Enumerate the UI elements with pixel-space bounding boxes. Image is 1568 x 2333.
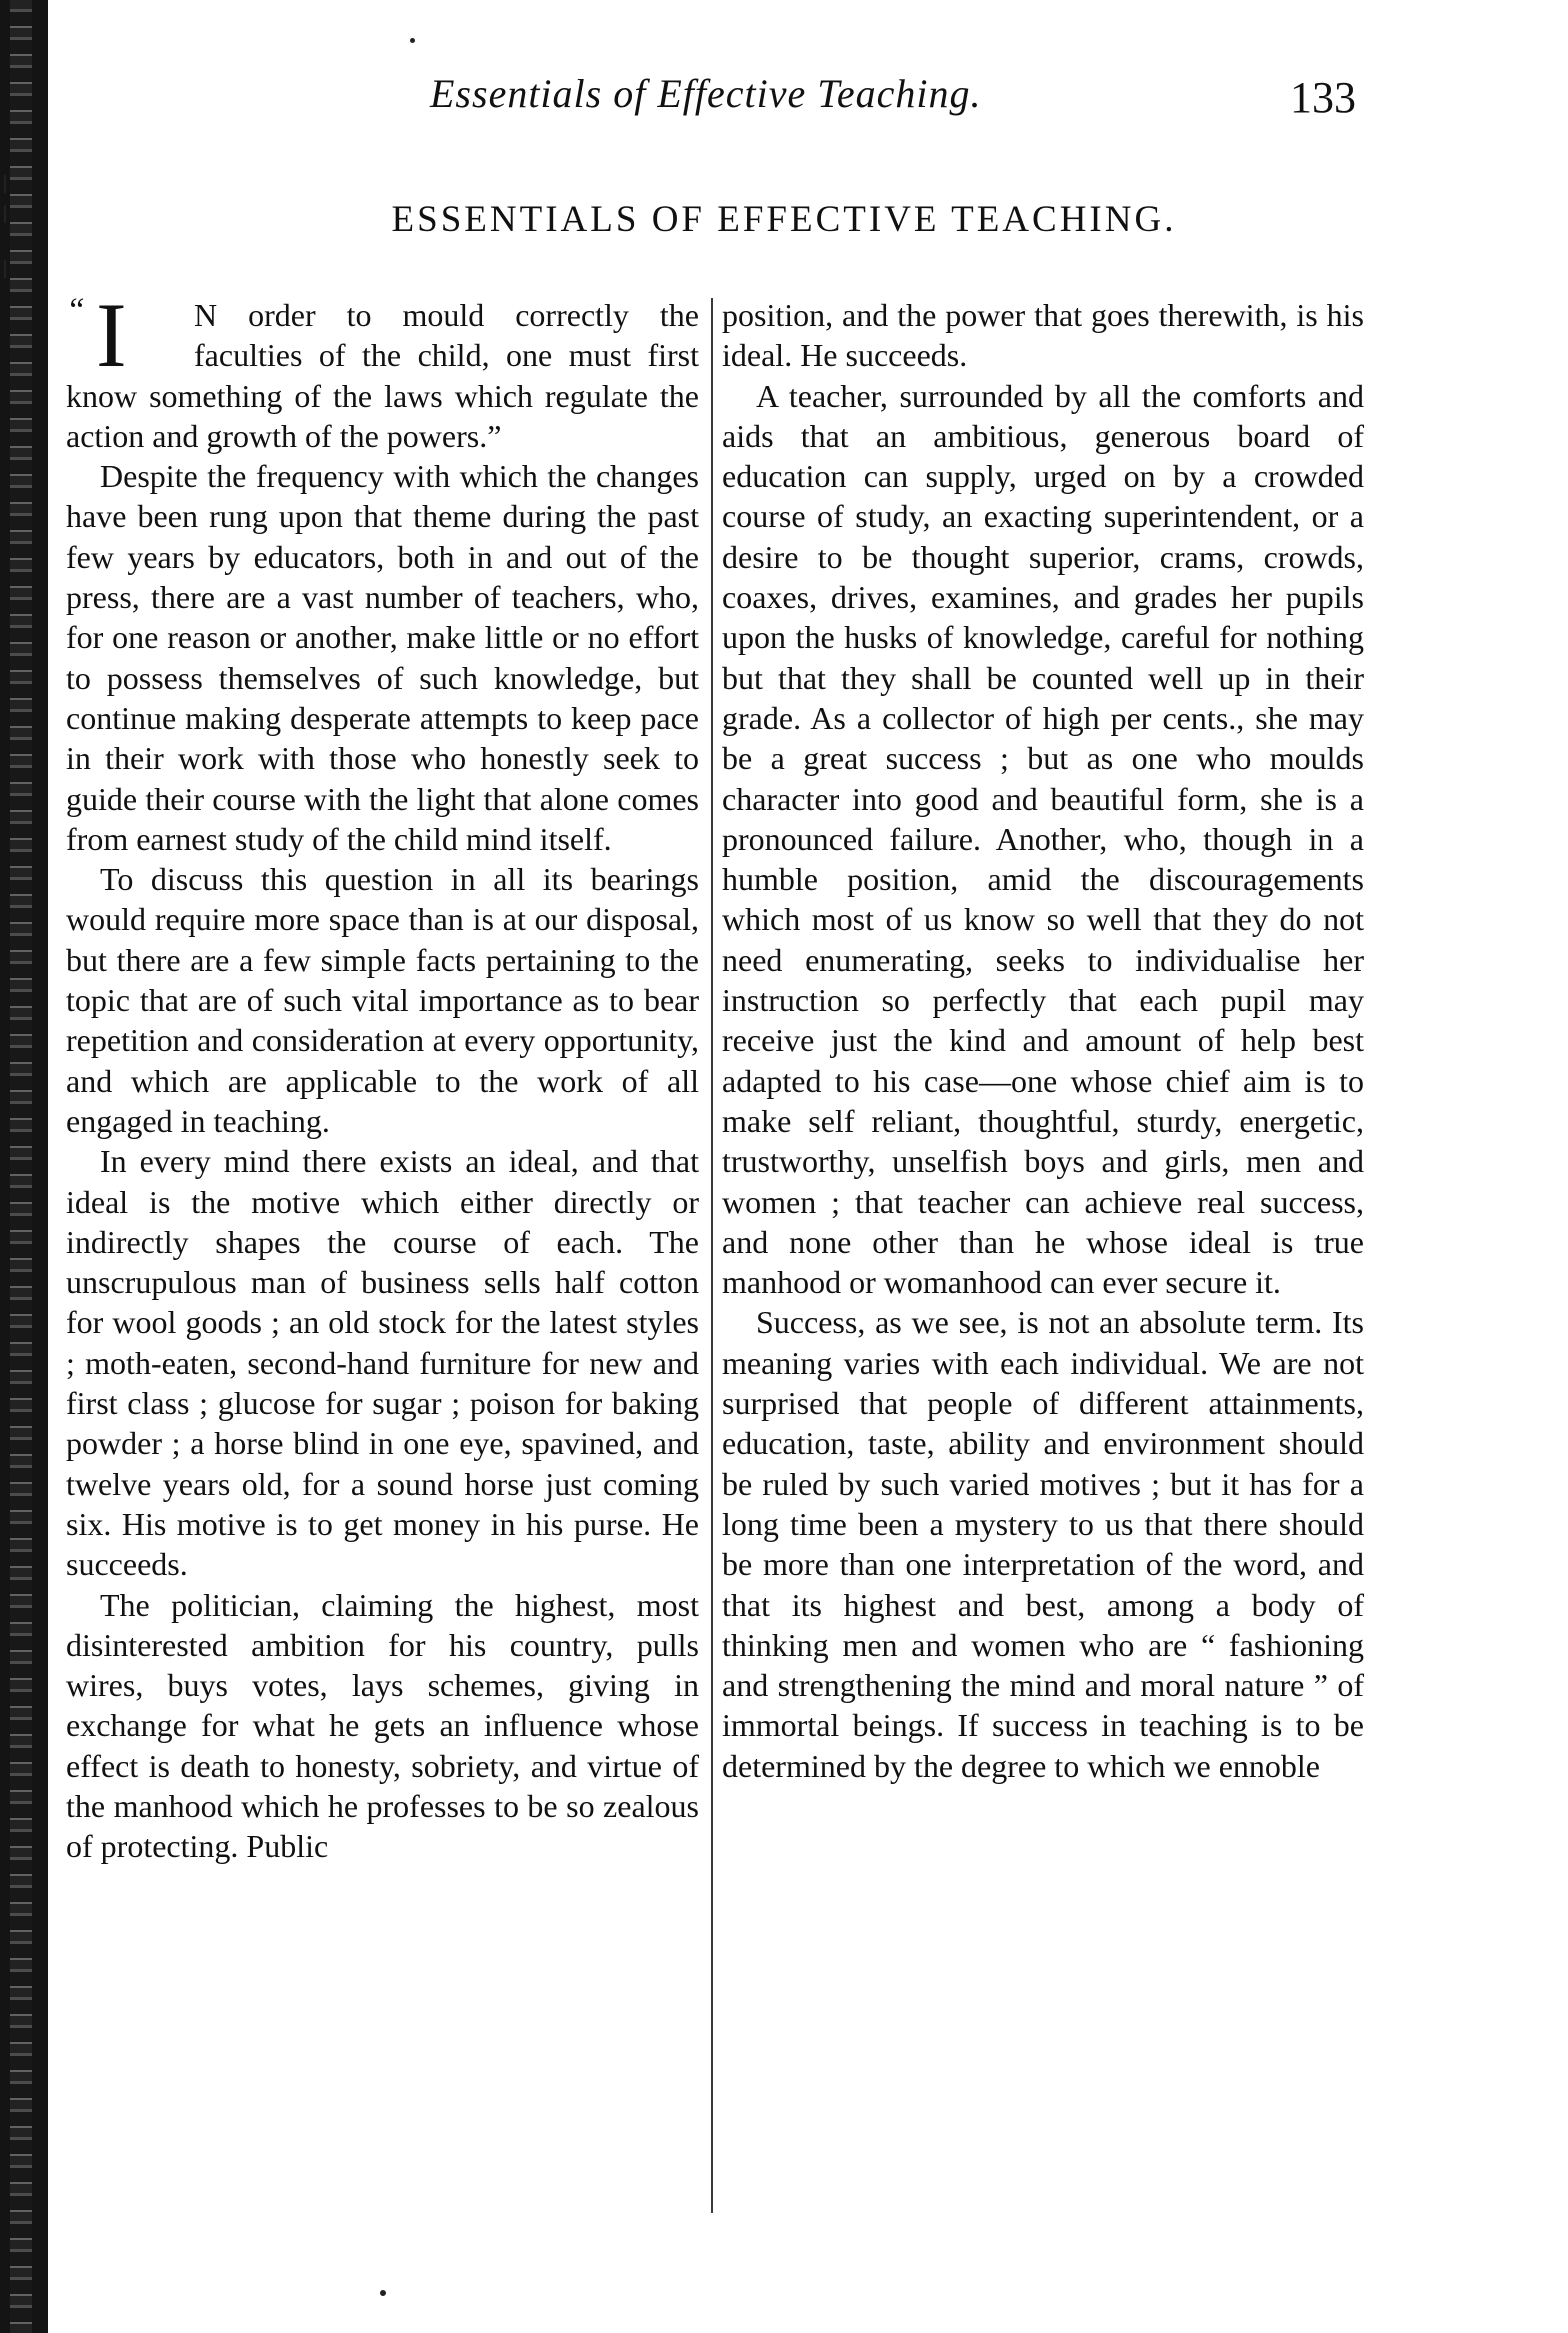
paragraph: To discuss this question in all its bearings would require more space than is at our disposal, but there are a few simple facts pertaining to the topic that are of such vital importance as to bear repetition and consideration at every opportunity, and which are applicable to the work of all engaged in teaching.	[66, 861, 699, 1139]
binding-edge	[0, 0, 48, 2333]
paragraph: The politician, claiming the highest, most disinterested ambition for his country, pulls wires, buys votes, lays schemes, giving in exchange for what he gets an influence whose effect is death to honesty, sobriety, and virtue of the manhood which he professes to be so zealous of protecting. Public	[66, 1586, 699, 1865]
paragraph: In every mind there exists an ideal, and that ideal is the motive which either directly or indirectly shapes the course of each. The unscrupulous man of business sells half cotton for wool goods ; an old stock for the latest styles ; moth-eaten, second-hand furniture for new and first class ; glucose for sugar ; poison for baking powder ; a horse blind in one eye, spavined, and twelve years old, for a sound horse just coming six. His motive is to get money in his purse. He succeeds.	[66, 1143, 699, 1583]
edge-mark	[4, 260, 6, 278]
left-column	[66, 284, 699, 1867]
drop-cap-block	[66, 284, 186, 386]
opening-quote-mark: “	[66, 292, 85, 329]
paragraph: Success, as we see, is not an absolute term. Its meaning varies with each individual. We are not surprised that people of different attainments, education, taste, ability and environment should be ruled by such varied motives ; but it has for a long time been a mystery to us that there should be more than one interpretation of the word, and that its highest and best, among a body of thinking men and women who are “ fashioning and strengthening the mind and moral nature ” of immortal beings. If success in teaching is to be determined by the degree to which we ennoble	[722, 1304, 1364, 1784]
paragraph: position, and the power that goes therewith, is his ideal. He succeeds.	[722, 297, 1364, 374]
page-number: 133	[1290, 73, 1356, 122]
paragraph	[66, 284, 699, 456]
column-divider	[711, 298, 713, 2213]
running-head	[0, 70, 1568, 140]
paragraph-text: N order to mould correctly the faculties of the child, one must first know something of the laws which regulate the action and growth of the powers.”	[66, 297, 699, 454]
paragraph: A teacher, surrounded by all the comforts and aids that an ambitious, generous board of education can supply, urged on by a crowded course of study, an exacting superintendent, or a desire to be thought superior, crams, crowds, coaxes, drives, examines, and grades her pupils upon the husks of knowledge, careful for nothing but that they shall be counted well up in their grade. As a collector of high per cents., she may be a great success ; but as one who moulds character into good and beautiful form, she is a pronounced failure. Another, who, though in a humble position, amid the discouragements which most of us know so well that they do not need enumerating, seeks to individualise her instruction so perfectly that each pupil may receive just the kind and amount of help best adapted to his case—one whose chief aim is to make self reliant, thoughtful, sturdy, energetic, trustworthy, unselfish boys and girls, men and women ; that teacher can achieve real success, and none other than he whose ideal is true manhood or womanhood can ever secure it.	[722, 377, 1364, 1301]
paragraph: Despite the frequency with which the changes have been rung upon that theme during the past few years by educators, both in and out of the press, there are a vast number of teachers, who, for one reason or another, make little or no effort to possess themselves of such knowledge, but continue making desperate attempts to keep pace in their work with those who honestly seek to guide their course with the light that alone comes from earnest study of the child mind itself.	[66, 458, 699, 857]
edge-mark	[4, 175, 6, 193]
scan-speck	[380, 2290, 386, 2296]
drop-cap: I	[96, 284, 127, 386]
article-title: ESSENTIALS OF EFFECTIVE TEACHING.	[391, 199, 1177, 240]
running-title: Essentials of Effective Teaching.	[430, 71, 982, 116]
right-column	[722, 295, 1364, 1786]
scan-speck	[410, 38, 415, 43]
